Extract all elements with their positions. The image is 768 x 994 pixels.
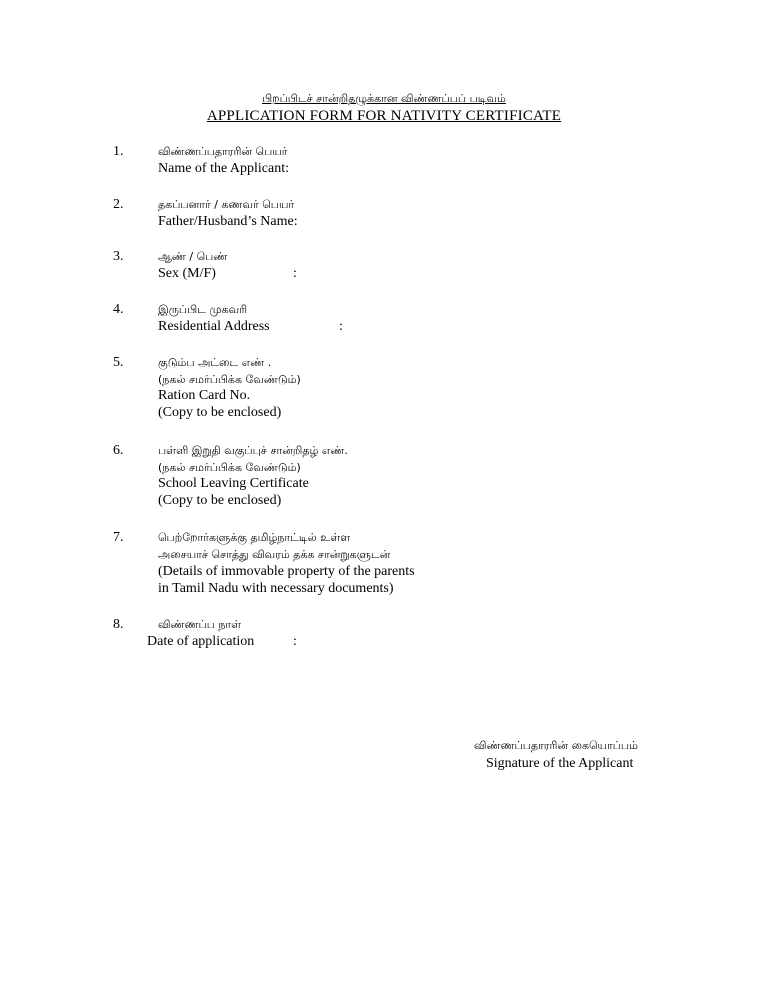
signature-label-tamil: விண்ணப்பதாரரின் கையொப்பம் bbox=[474, 739, 638, 752]
form-title-english: APPLICATION FORM FOR NATIVITY CERTIFICATE bbox=[206, 108, 562, 124]
item-label-english: Name of the Applicant: bbox=[158, 161, 290, 176]
item-label-tamil: பெற்றோர்களுக்கு தமிழ்நாட்டில் உள்ள bbox=[158, 531, 351, 544]
item-label-tamil: தகப்பனார் / கணவர் பெயர் bbox=[158, 198, 295, 211]
item-label-english: Father/Husband’s Name: bbox=[158, 214, 298, 229]
item-label-english: (Details of immovable property of the parents bbox=[158, 564, 415, 579]
item-number: 6. bbox=[113, 443, 124, 458]
item-label-tamil-note: (நகல் சமர்ப்பிக்க வேண்டும்) bbox=[158, 461, 301, 474]
item-label-english-line2: in Tamil Nadu with necessary documents) bbox=[158, 581, 394, 596]
item-label-english: Residential Address bbox=[158, 319, 270, 334]
item-number: 2. bbox=[113, 197, 124, 212]
item-label-english-note: (Copy to be enclosed) bbox=[158, 493, 282, 508]
item-label-tamil: விண்ணப்ப நாள் bbox=[158, 618, 242, 631]
signature-label-english: Signature of the Applicant bbox=[486, 756, 634, 771]
item-number: 4. bbox=[113, 302, 124, 317]
item-number: 7. bbox=[113, 530, 124, 545]
item-label-tamil: இருப்பிட முகவரி bbox=[158, 303, 248, 316]
field-colon: : bbox=[293, 634, 297, 649]
item-label-tamil: ஆண் / பெண் bbox=[158, 250, 228, 263]
item-number: 3. bbox=[113, 249, 124, 264]
item-label-tamil-note: (நகல் சமர்ப்பிக்க வேண்டும்) bbox=[158, 373, 301, 386]
item-label-tamil-line2: அசையாச் சொத்து விவரம் தக்க சான்றுகளுடன் bbox=[158, 548, 391, 561]
item-label-english: Date of application bbox=[147, 634, 255, 649]
field-colon: : bbox=[293, 266, 297, 281]
form-title-tamil: பிறப்பிடச் சான்றிதழுக்கான விண்ணப்பப் படிவம் bbox=[262, 92, 506, 105]
item-label-tamil: குடும்ப அட்டை எண் . bbox=[158, 356, 272, 369]
item-number: 1. bbox=[113, 144, 124, 159]
item-number: 5. bbox=[113, 355, 124, 370]
item-label-english: Sex (M/F) bbox=[158, 266, 216, 281]
item-number: 8. bbox=[113, 617, 124, 632]
item-label-english-note: (Copy to be enclosed) bbox=[158, 405, 282, 420]
item-label-english: Ration Card No. bbox=[158, 388, 251, 403]
field-colon: : bbox=[339, 319, 343, 334]
item-label-tamil: விண்ணப்பதாரரின் பெயர் bbox=[158, 145, 288, 158]
item-label-tamil: பள்ளி இறுதி வகுப்புச் சான்றிதழ் எண். bbox=[158, 444, 348, 457]
item-label-english: School Leaving Certificate bbox=[158, 476, 309, 491]
